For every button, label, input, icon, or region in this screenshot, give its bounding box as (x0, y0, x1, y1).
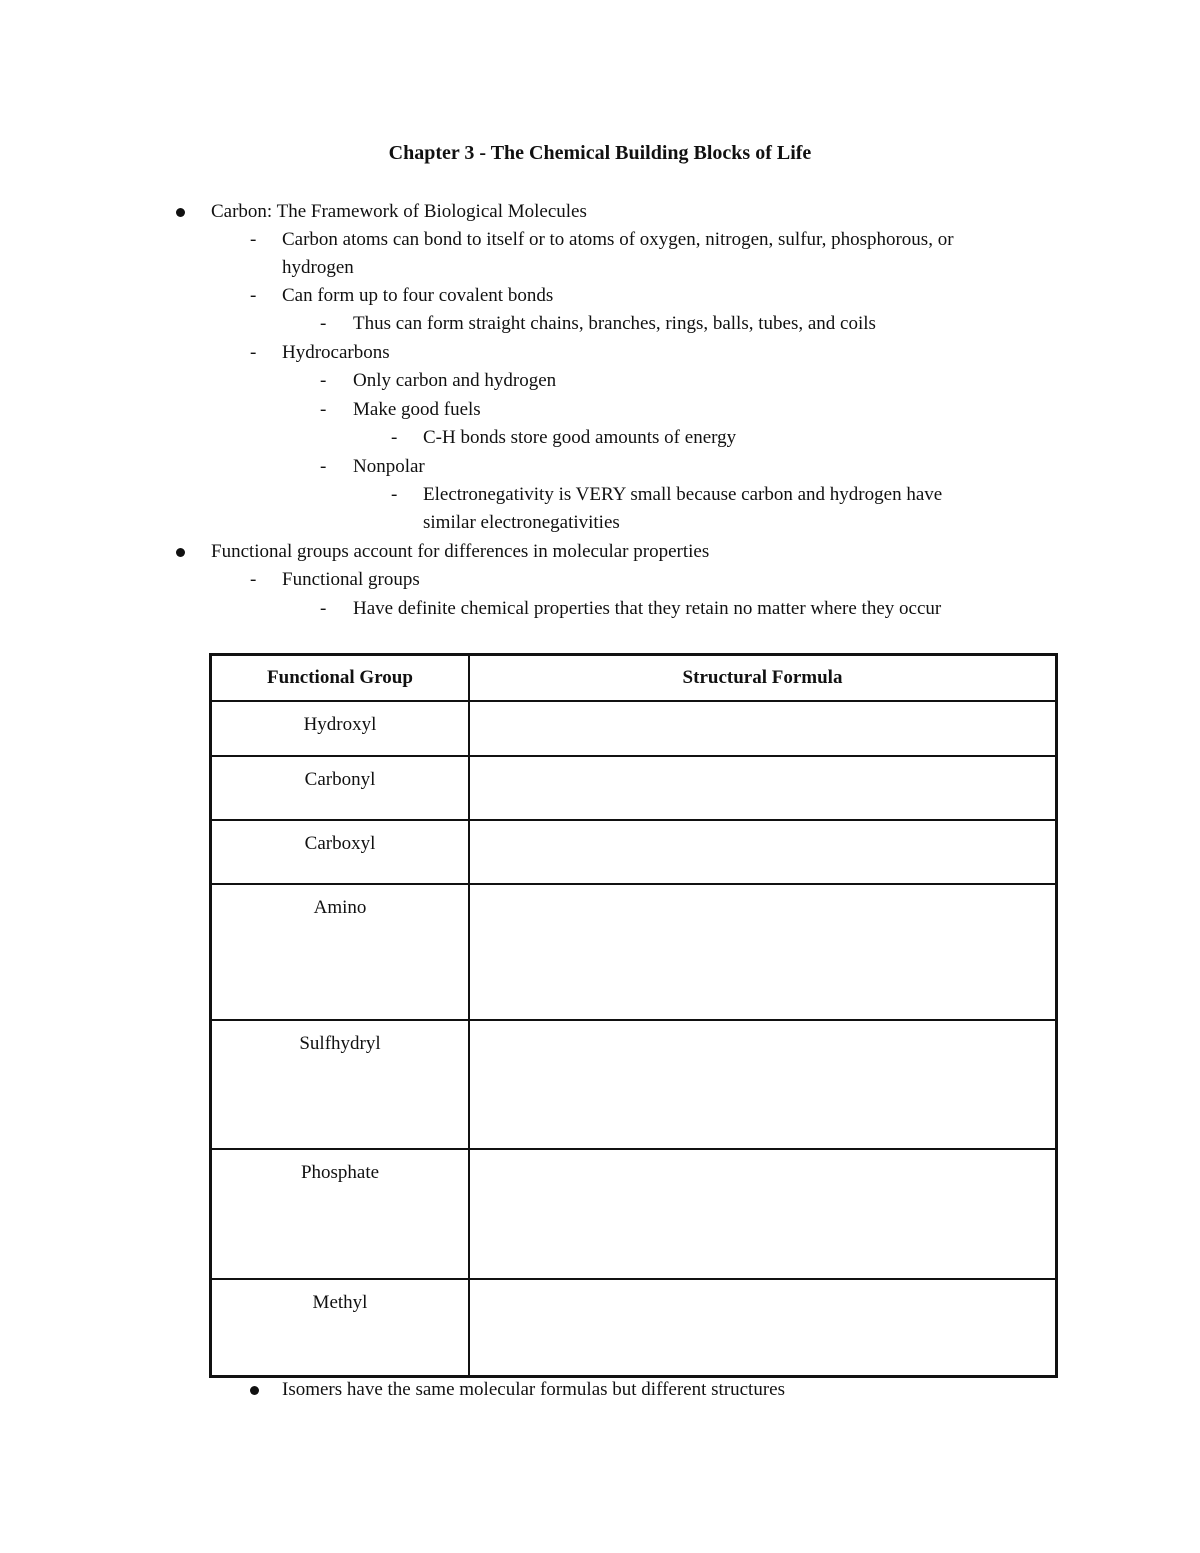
group-name-cell: Amino (211, 884, 470, 1020)
table-row (211, 1149, 1057, 1279)
table-row (211, 1279, 1057, 1376)
functional-group-table (209, 653, 1058, 1378)
group-name-cell: Phosphate (211, 1149, 470, 1279)
group-name-cell: Hydroxyl (211, 701, 470, 756)
dash-icon: - (250, 285, 257, 306)
dash-icon: - (320, 370, 327, 391)
dash-icon: - (320, 598, 327, 619)
outline-carbon-hydrocarbons: Hydrocarbons (282, 342, 390, 363)
dash-icon: - (250, 342, 257, 363)
dash-icon: - (250, 569, 257, 590)
outline-carbon-electro-line1: Electronegativity is VERY small because carbon and hydrogen have (423, 484, 943, 505)
formula-cell (469, 884, 1057, 1020)
formula-cell (469, 1020, 1057, 1149)
dash-icon: - (391, 427, 398, 448)
dash-icon: - (320, 313, 327, 334)
outline-carbon-shapes: Thus can form straight chains, branches, rings, balls, tubes, and coils (353, 313, 876, 334)
dash-icon: - (250, 229, 257, 250)
outline-carbon-covalent: Can form up to four covalent bonds (282, 285, 554, 306)
outline-carbon-electro-line2: similar electronegativities (423, 512, 620, 533)
group-name-cell: Carboxyl (211, 820, 470, 884)
header-structural-formula: Structural Formula (469, 655, 1057, 702)
dash-icon: - (320, 456, 327, 477)
group-name-cell: Sulfhydryl (211, 1020, 470, 1149)
page-title: Chapter 3 - The Chemical Building Blocks of Life (388, 142, 812, 164)
outline-carbon-heading: Carbon: The Framework of Biological Molecules (211, 201, 587, 222)
outline-functional-definite: Have definite chemical properties that they retain no matter where they occur (353, 598, 942, 619)
outline-carbon-ch-bonds: C-H bonds store good amounts of energy (423, 427, 737, 448)
table-row (211, 701, 1057, 756)
outline-functional-heading: Functional groups account for differences in molecular properties (211, 541, 710, 562)
group-name-cell: Carbonyl (211, 756, 470, 820)
group-name-cell: Methyl (211, 1279, 470, 1376)
outline-carbon-bond-line1: Carbon atoms can bond to itself or to atoms of oxygen, nitrogen, sulfur, phosphorous, or (282, 229, 954, 250)
outline-carbon-fuels: Make good fuels (353, 399, 481, 420)
outline-carbon-bond-line2: hydrogen (282, 257, 354, 278)
outline-functional-groups: Functional groups (282, 569, 420, 590)
bullet-icon (176, 208, 185, 217)
table-row (211, 1020, 1057, 1149)
formula-cell (469, 1149, 1057, 1279)
outline-isomers: Isomers have the same molecular formulas but different structures (282, 1379, 785, 1400)
bullet-icon (250, 1386, 259, 1395)
dash-icon: - (391, 484, 398, 505)
table-header-row (211, 655, 1057, 702)
dash-icon: - (320, 399, 327, 420)
table-row (211, 820, 1057, 884)
bullet-icon (176, 548, 185, 557)
formula-cell (469, 701, 1057, 756)
header-functional-group: Functional Group (211, 655, 470, 702)
table-row (211, 884, 1057, 1020)
formula-cell (469, 756, 1057, 820)
formula-cell (469, 820, 1057, 884)
outline-carbon-nonpolar: Nonpolar (353, 456, 425, 477)
table-row (211, 756, 1057, 820)
formula-cell (469, 1279, 1057, 1376)
outline-carbon-only-ch: Only carbon and hydrogen (353, 370, 557, 391)
